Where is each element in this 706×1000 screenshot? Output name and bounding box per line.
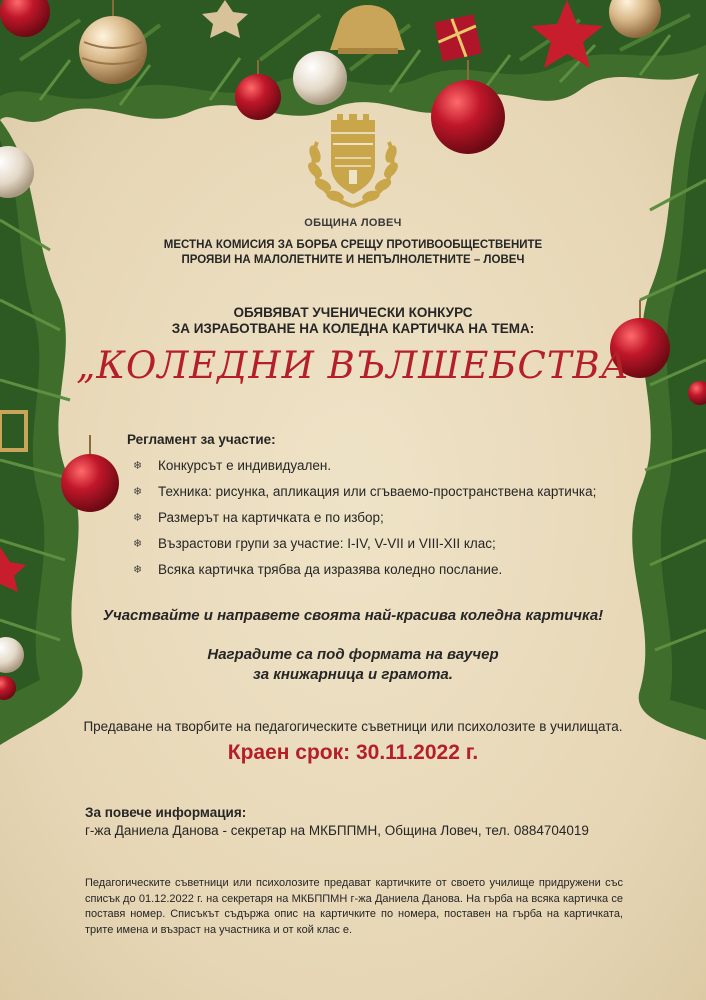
submission-info: Предаване на творбите на педагогическите съветници или психолозите в училищата.: [83, 719, 623, 734]
contest-theme-title: „КОЛЕДНИ ВЪЛШЕБСТВА: [76, 344, 630, 387]
contact-details: г-жа Даниела Данова - секретар на МКБППМН, Община Ловеч, тел. 0884704019: [85, 823, 589, 838]
prize-line-2: за книжарница и грамота.: [253, 666, 453, 683]
snowflake-icon: ❄: [133, 564, 143, 576]
rules-list: [133, 456, 596, 586]
prize-description: [0, 645, 706, 685]
rule-item: ❄ Възрастови групи за участие: I-IV, V-VII и VIII-XII клас;: [133, 534, 596, 560]
municipality-name: ОБЩИНА ЛОВЕЧ: [304, 217, 402, 229]
announcement: [0, 305, 706, 337]
deadline: Краен срок: 30.11.2022 г.: [227, 741, 479, 764]
glass-ornament-top: [293, 51, 347, 105]
snowflake-icon: ❄: [133, 460, 143, 472]
rule-item: ❄ Техника: рисунка, апликация или сгъваемо-пространствена картичка;: [133, 482, 596, 508]
rule-item: ❄ Конкурсът е индивидуален.: [133, 456, 596, 482]
snowflake-icon: ❄: [133, 512, 143, 524]
prize-line-1: Наградите са под формата на ваучер: [207, 646, 499, 663]
municipality-crest-icon: [303, 110, 403, 210]
announcement-line-1: ОБЯВЯВАТ УЧЕНИЧЕСКИ КОНКУРС: [233, 305, 473, 320]
snowflake-icon: ❄: [133, 486, 143, 498]
announcement-line-2: ЗА ИЗРАБОТВАНЕ НА КОЛЕДНА КАРТИЧКА НА ТЕМА:: [171, 321, 535, 336]
commission-line-1: МЕСТНА КОМИСИЯ ЗА БОРБА СРЕЩУ ПРОТИВООБЩЕСТВЕНИТЕ: [163, 239, 543, 251]
commission-line-2: ПРОЯВИ НА МАЛОЛЕТНИТЕ И НЕПЪЛНОЛЕТНИТЕ – ЛОВЕЧ: [181, 254, 525, 266]
rules-heading: Регламент за участие:: [127, 432, 276, 447]
rule-item: ❄ Всяка картичка трябва да изразява коледно послание.: [133, 560, 596, 586]
gift-box-top: [434, 14, 481, 61]
more-info-heading: За повече информация:: [85, 805, 247, 820]
snowflake-icon: ❄: [133, 538, 143, 550]
footnote-paragraph: Педагогическите съветници или психолозите предават картичките от своето училище придружени със списък до 01.12.2022 г. на секретаря на МКБППМН г-жа Даниела Данова. На гърба на всяка картичка се поставя номер. Списъкът съдържа опис на картичките по номера, поставен на гърба на картичката, трите имена и възраст на участника и от кой клас е.: [85, 877, 623, 936]
call-to-action: Участвайте и направете своята най-красива коледна картичка!: [102, 607, 604, 624]
red-ornament-left: [61, 435, 119, 512]
rule-item: ❄ Размерът на картичката е по избор;: [133, 508, 596, 534]
commission-title: [0, 238, 706, 268]
